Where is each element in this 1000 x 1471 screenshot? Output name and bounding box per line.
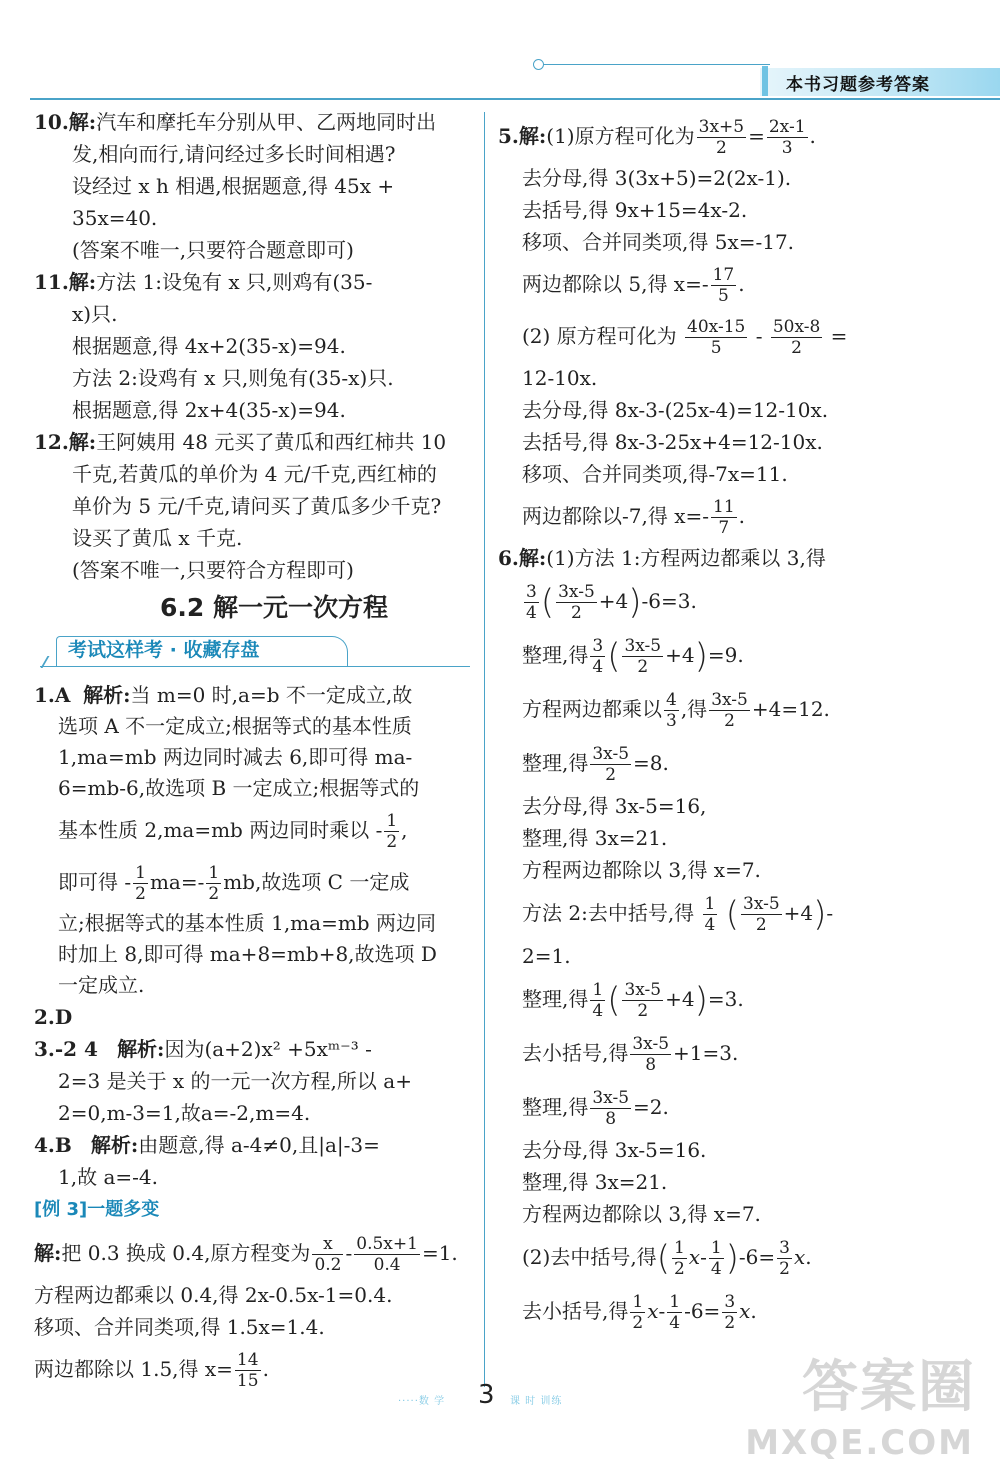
denominator: 0.2 xyxy=(314,1255,342,1275)
answer-text: 2=1. xyxy=(522,944,571,968)
denominator: 4 xyxy=(592,657,604,677)
answer-lead: 解析: xyxy=(90,1133,139,1157)
answer-text: 方程两边都乘以 0.4,得 2x-0.5x-1=0.4. xyxy=(34,1283,393,1307)
answer-text: 整理,得 3x=21. xyxy=(522,1170,668,1194)
denominator: 2 xyxy=(605,765,617,785)
denominator: 2 xyxy=(791,338,802,358)
watermark-url: MXQE.COM xyxy=(745,1423,974,1463)
numerator: 3x-5 xyxy=(743,894,780,914)
answer-lead: 解析: xyxy=(83,683,131,707)
answer-text: =9. xyxy=(707,643,744,667)
denominator: 2 xyxy=(724,711,735,731)
answer-12 xyxy=(34,426,474,586)
watermark-logo: 答案圈 xyxy=(802,1355,976,1420)
numerator: 1 xyxy=(632,1292,644,1312)
answer-text: 整理,得 xyxy=(522,751,589,775)
denominator: 4 xyxy=(592,1001,604,1021)
denominator: 7 xyxy=(718,518,730,538)
answer-5: 5.解:(1)原方程可化为 $\frac{3x+5}{2}$ = $\frac{2x-1}{3}$ . 去分母,得 3(3x+5)=2(2x-1). 去括号,得 9x+15=4x-2. 移项、合并同类项,得 5x=-17. 两边都除以 5,得 x=- $\frac{17}{5}$ . (2) 原方程可化为 $\frac{40x-15}{5}$ - $\frac{50x-8}{2}$ = 12-10x. 去分母,得 8x-3-(25x-4)=12-10x. 去括号,得 8x-3-25x+4=12-10x. 移项、合并同类项,得-7x=11. 两边都除以-7,得 x=- $\frac{11}{7}$ . xyxy=(498,110,938,542)
answer-text: +4 xyxy=(665,987,695,1011)
fraction xyxy=(312,1234,343,1275)
answer-text: ,得 xyxy=(680,697,708,721)
fraction xyxy=(524,582,539,623)
answer-text: 基本性质 2,ma=mb 两边同时乘以 - xyxy=(58,818,383,842)
paren-open: ( xyxy=(607,980,621,1021)
denominator: 2 xyxy=(637,657,649,677)
banner-underline xyxy=(40,666,470,667)
answer-text: 去分母,得 3(3x+5)=2(2x-1). xyxy=(522,166,792,190)
answer-text: (2)去中括号,得 xyxy=(522,1245,657,1269)
numerator: 3 xyxy=(592,636,604,656)
fraction xyxy=(771,317,822,358)
numerator: 1 xyxy=(135,863,146,883)
answer-text: 立;根据等式的基本性质 1,ma=mb 两边同 xyxy=(58,911,436,935)
paren-close: ) xyxy=(628,582,642,623)
fraction xyxy=(672,1238,687,1279)
fraction xyxy=(630,1292,645,1333)
answer-text: 整理,得 xyxy=(522,987,589,1011)
fraction xyxy=(622,636,663,677)
answer-text: 整理,得 xyxy=(522,643,589,667)
denominator: 4 xyxy=(710,1259,722,1279)
numerator: 1 xyxy=(704,894,716,914)
numerator: 2x-1 xyxy=(768,117,806,137)
answer-lead: 解: xyxy=(518,124,547,148)
fraction xyxy=(741,894,782,935)
numerator: 40x-15 xyxy=(687,317,746,337)
answer-text: 1,ma=mb 两边同时减去 6,即可得 ma- xyxy=(58,745,413,769)
fraction xyxy=(709,1238,724,1279)
answer-text: 一定成立. xyxy=(58,973,145,997)
numerator: 14 xyxy=(236,1350,259,1370)
fraction xyxy=(685,317,747,358)
answer-text: 去小括号,得 xyxy=(522,1041,629,1065)
answer-text: (2) 原方程可化为 xyxy=(522,324,677,348)
fraction xyxy=(556,582,597,623)
answer-text: =3. xyxy=(707,987,744,1011)
fraction xyxy=(590,636,605,677)
answer-6: 6.解:(1)方法 1:方程两边都乘以 3,得 $\frac{3}{4}$ ( $\frac{3x-5}{2}$ +4)-6=3. 整理,得 $\frac{3}{4}$ ( $\frac{3x-5}{2}$ +4)=9. 方程两边都乘以 $\frac{4}{3}$ ,得 $\frac{3x-5}{2}$ +4=12. 整理,得 $\frac{3x-5}{2}$ =8. 去分母,得 3x-5=16, 整理,得 3x=21. 方程两边都除以 3,得 x=7. 方法 2:去中括号,得 $\frac{1}{4}$ ( $\frac{3x-5}{2}$ +4)- 2=1. 整理,得 $\frac{1}{4}$ ( $\frac{3x-5}{2}$ +4)=3. 去小括号,得 $\frac{3x-5}{8}$ +1=3. 整理,得 $\frac{3x-5}{8}$ =2. 去分母,得 3x-5=16. 整理,得 3x=21. 方程两边都除以 3,得 x=7. (2)去中括号,得( $\frac{1}{2}$ x- $\frac{1}{4}$ )-6= $\frac{3}{2}$ x. 去小括号,得 $\frac{1}{2}$ x- $\frac{1}{4}$ -6= $\frac{3}{2}$ x. xyxy=(498,542,938,1338)
numerator: 1 xyxy=(669,1292,681,1312)
answer-text: 去分母,得 3x-5=16, xyxy=(522,794,707,818)
answer-text: +4 xyxy=(665,643,695,667)
answer-text: 千克,若黄瓜的单价为 4 元/千克,西红柿的 xyxy=(72,462,437,486)
numerator: 1 xyxy=(673,1238,685,1258)
answer-number: 6. xyxy=(498,546,519,570)
denominator: 4 xyxy=(669,1313,681,1333)
section-title: 6.2 解一元一次方程 xyxy=(160,593,388,622)
paren-close: ) xyxy=(725,1238,739,1279)
answer-text: 选项 A 不一定成立;根据等式的基本性质 xyxy=(58,714,412,738)
paren-open: ( xyxy=(607,636,621,677)
answer-number: 10. xyxy=(34,110,69,134)
numerator: x xyxy=(312,1234,343,1255)
answer-text: 即可得 - xyxy=(58,870,132,894)
answer-text: (1)原方程可化为 xyxy=(546,124,695,148)
fraction xyxy=(206,863,221,904)
denominator: 2 xyxy=(571,603,582,623)
denominator: 8 xyxy=(605,1109,617,1129)
fraction xyxy=(133,863,148,904)
numerator: 50x-8 xyxy=(772,317,821,337)
answer-text: 12-10x. xyxy=(522,366,598,390)
answer-text: +1=3. xyxy=(673,1041,739,1065)
answer-number: 1.A xyxy=(34,683,71,707)
answer-text: 1,故 a=-4. xyxy=(58,1165,158,1189)
answer-text: =8. xyxy=(633,751,669,775)
answer-text: 方法 1:设兔有 x 只,则鸡有(35- xyxy=(96,270,373,294)
numerator: 3x-5 xyxy=(711,690,748,710)
answer-text: 两边都除以 1.5,得 x= xyxy=(34,1357,233,1381)
answer-text: (1)方法 1:方程两边都乘以 3,得 xyxy=(546,546,826,570)
fraction xyxy=(697,117,746,158)
answer-text: 去括号,得 8x-3-25x+4=12-10x. xyxy=(522,430,823,454)
top-rule xyxy=(30,98,1000,100)
left-column xyxy=(34,106,474,1395)
answer-text: 去分母,得 3x-5=16. xyxy=(522,1138,707,1162)
fraction xyxy=(711,265,737,306)
denominator: 3 xyxy=(781,138,793,158)
answer-10 xyxy=(34,106,474,266)
answer-2: 2.D xyxy=(34,1005,73,1029)
fraction xyxy=(664,690,679,731)
answer-text: 由题意,得 a-4≠0,且|a|-3= xyxy=(138,1133,380,1157)
numerator: 3x-5 xyxy=(624,980,662,1000)
paren-open: ( xyxy=(656,1238,670,1279)
denominator: 2 xyxy=(724,1313,736,1333)
answer-text: 汽车和摩托车分别从甲、乙两地同时出 xyxy=(96,110,437,134)
answer-text: 整理,得 xyxy=(522,1095,589,1119)
fraction xyxy=(703,894,718,935)
denominator: 15 xyxy=(236,1371,259,1391)
banner-text: 考试这样考 · 收藏存盘 xyxy=(68,639,260,661)
answer-lead: 解: xyxy=(68,270,97,294)
header-dot-icon xyxy=(533,59,544,70)
answer-text: -6= xyxy=(738,1245,776,1269)
answer-3 xyxy=(34,1033,474,1129)
answer-text: 发,相向而行,请问经过多长时间相遇? xyxy=(72,142,396,166)
fraction xyxy=(667,1292,682,1333)
denominator: 5 xyxy=(710,338,722,358)
answer-text: 移项、合并同类项,得 5x=-17. xyxy=(522,230,795,254)
answer-text: mb,故选项 C 一定成 xyxy=(223,870,410,894)
denominator: 2 xyxy=(779,1259,790,1279)
answer-note: (答案不唯一,只要符合题意即可) xyxy=(72,238,354,262)
answer-text: =2. xyxy=(633,1095,669,1119)
answer-text: 因为(a+2)x² +5xᵐ⁻³ - xyxy=(164,1037,372,1061)
answer-text: ma=- xyxy=(149,870,205,894)
numerator: 11 xyxy=(713,497,735,517)
numerator: 4 xyxy=(666,690,677,710)
page-number: 3 xyxy=(478,1380,495,1410)
footer-deco-right: 课 时 训练 xyxy=(510,1396,563,1407)
numerator: 3x-5 xyxy=(592,1088,630,1108)
header-rule xyxy=(540,64,770,65)
answer-text: 方程两边都乘以 xyxy=(522,697,662,721)
answer-text: -6=3. xyxy=(641,589,697,613)
answer-number: 4.B xyxy=(34,1133,72,1157)
fraction xyxy=(590,980,605,1021)
numerator: 1 xyxy=(386,811,398,831)
answer-text: 移项、合并同类项,得-7x=11. xyxy=(522,462,788,486)
denominator: 3 xyxy=(666,711,677,731)
denominator: 2 xyxy=(673,1259,685,1279)
answer-text: +4=12. xyxy=(751,697,830,721)
denominator: 2 xyxy=(208,884,220,904)
answer-text: 方程两边都除以 3,得 x=7. xyxy=(522,1202,761,1226)
answer-text: 2=0,m-3=1,故a=-2,m=4. xyxy=(58,1101,311,1125)
answer-lead: 解: xyxy=(518,546,547,570)
numerator: 1 xyxy=(710,1238,722,1258)
numerator: 1 xyxy=(208,863,220,883)
denominator: 4 xyxy=(526,603,537,623)
example-solution: 解:把 0.3 换成 0.4,原方程变为 $\frac{x}{0.2}$ - $\frac{0.5x+1}{0.4}$ =1. 方程两边都乘以 0.4,得 2x-0.5x-1=0.4. 移项、合并同类项,得 1.5x=1.4. 两边都除以 1.5,得 x= $\frac{14}{15}$ . xyxy=(34,1227,474,1395)
answer-text: 根据题意,得 4x+2(35-x)=94. xyxy=(72,334,346,358)
numerator: 1 xyxy=(592,980,604,1000)
denominator: 4 xyxy=(704,915,716,935)
numerator: 3x-5 xyxy=(592,744,630,764)
fraction xyxy=(767,117,808,158)
fraction xyxy=(354,1234,420,1275)
fraction xyxy=(722,1292,737,1333)
answer-11 xyxy=(34,266,474,426)
answer-text: 方程两边都除以 3,得 x=7. xyxy=(522,858,761,882)
denominator: 2 xyxy=(632,1313,644,1333)
answer-text: 方法 2:去中括号,得 xyxy=(522,901,695,925)
paren-open: ( xyxy=(540,582,555,623)
denominator: 2 xyxy=(637,1001,649,1021)
numerator: 3x-5 xyxy=(558,582,595,602)
answer-text: 移项、合并同类项,得 1.5x=1.4. xyxy=(34,1315,325,1339)
answer-text: 单价为 5 元/千克,请问买了黄瓜多少千克? xyxy=(72,494,442,518)
answer-number: 11. xyxy=(34,270,69,294)
answer-text: 设经过 x h 相遇,根据题意,得 45x + xyxy=(72,174,395,198)
answer-text: 王阿姨用 48 元买了黄瓜和西红柿共 10 xyxy=(96,430,447,454)
fraction xyxy=(384,811,399,852)
numerator: 17 xyxy=(712,265,735,285)
denominator: 0.4 xyxy=(373,1255,401,1275)
denominator: 5 xyxy=(718,286,729,306)
answer-text: 时加上 8,即可得 ma+8=mb+8,故选项 D xyxy=(58,942,437,966)
column-divider xyxy=(484,112,485,1387)
paren-close: ) xyxy=(694,636,708,677)
denominator: 2 xyxy=(715,138,727,158)
answer-text: 把 0.3 换成 0.4,原方程变为 xyxy=(61,1241,311,1265)
numerator: 3 xyxy=(779,1238,790,1258)
paren-close: ) xyxy=(813,894,827,935)
numerator: 3 xyxy=(526,582,537,602)
answer-text: -6= xyxy=(684,1299,721,1323)
answer-text: 整理,得 3x=21. xyxy=(522,826,668,850)
fraction xyxy=(622,980,663,1021)
answer-text: 去括号,得 9x+15=4x-2. xyxy=(522,198,748,222)
answer-text: 设买了黄瓜 x 千克. xyxy=(72,526,243,550)
answer-text: 去分母,得 8x-3-(25x-4)=12-10x. xyxy=(522,398,829,422)
denominator: 2 xyxy=(386,832,398,852)
right-column xyxy=(498,110,938,1338)
answer-text: 去小括号,得 xyxy=(522,1299,629,1323)
exam-banner xyxy=(34,634,474,674)
answer-note: (答案不唯一,只要符合方程即可) xyxy=(72,558,354,582)
fraction xyxy=(711,497,737,538)
answer-number: 3.-2 4 xyxy=(34,1037,98,1061)
answer-text: +4 xyxy=(783,901,814,925)
answer-text: 当 m=0 时,a=b 不一定成立,故 xyxy=(130,683,413,707)
numerator: 3 xyxy=(724,1292,736,1312)
answer-text: =1. xyxy=(421,1241,458,1265)
header-title: 本书习题参考答案 xyxy=(786,75,930,95)
denominator: 2 xyxy=(135,884,146,904)
answer-1: 1.A 解析:当 m=0 时,a=b 不一定成立,故 选项 A 不一定成立;根据等式的基本性质 1,ma=mb 两边同时减去 6,即可得 ma- 6=mb-6,故选项 B 一定成立;根据等式的 基本性质 2,ma=mb 两边同时乘以 - $\frac{1}{2}$ , 即可得 - $\frac{1}{2}$ ma=- $\frac{1}{2}$ mb,故选项 C 一定成 立;根据等式的基本性质 1,ma=mb 两边同 时加上 8,即可得 ma+8=mb+8,故选项 D 一定成立. xyxy=(34,680,474,1001)
numerator: 3x-5 xyxy=(624,636,662,656)
answer-text: x)只. xyxy=(72,302,118,326)
footer-deco-left: ·····数 学 xyxy=(398,1396,446,1407)
numerator: 3x-5 xyxy=(632,1034,670,1054)
answer-number: 12. xyxy=(34,430,69,454)
numerator: 0.5x+1 xyxy=(356,1234,418,1254)
answer-text: 2=3 是关于 x 的一元一次方程,所以 a+ xyxy=(58,1069,412,1093)
answer-text: 方法 2:设鸡有 x 只,则兔有(35-x)只. xyxy=(72,366,394,390)
header-tick xyxy=(762,66,768,96)
fraction xyxy=(709,690,750,731)
fraction xyxy=(630,1034,671,1075)
fraction xyxy=(590,1088,631,1129)
numerator: 3x+5 xyxy=(698,117,745,137)
paren-close: ) xyxy=(694,980,708,1021)
answer-text: 两边都除以-7,得 x=- xyxy=(522,504,709,528)
answer-lead: 解: xyxy=(68,110,97,134)
example-heading: [例 3]一题多变 xyxy=(34,1199,160,1220)
fraction xyxy=(777,1238,792,1279)
answer-lead: 解析: xyxy=(117,1037,165,1061)
fraction xyxy=(590,744,631,785)
answer-text: 根据题意,得 2x+4(35-x)=94. xyxy=(72,398,346,422)
answer-lead: 解: xyxy=(68,430,97,454)
paren-open: ( xyxy=(725,894,739,935)
answer-lead: 解: xyxy=(34,1241,62,1265)
denominator: 8 xyxy=(645,1055,657,1075)
answer-text: 两边都除以 5,得 x=- xyxy=(522,272,709,296)
denominator: 2 xyxy=(755,915,767,935)
answer-text: 6=mb-6,故选项 B 一定成立;根据等式的 xyxy=(58,776,420,800)
answer-number: 5. xyxy=(498,124,519,148)
answer-text: 35x=40. xyxy=(72,206,158,230)
answer-text: +4 xyxy=(598,589,629,613)
answer-4 xyxy=(34,1129,474,1193)
